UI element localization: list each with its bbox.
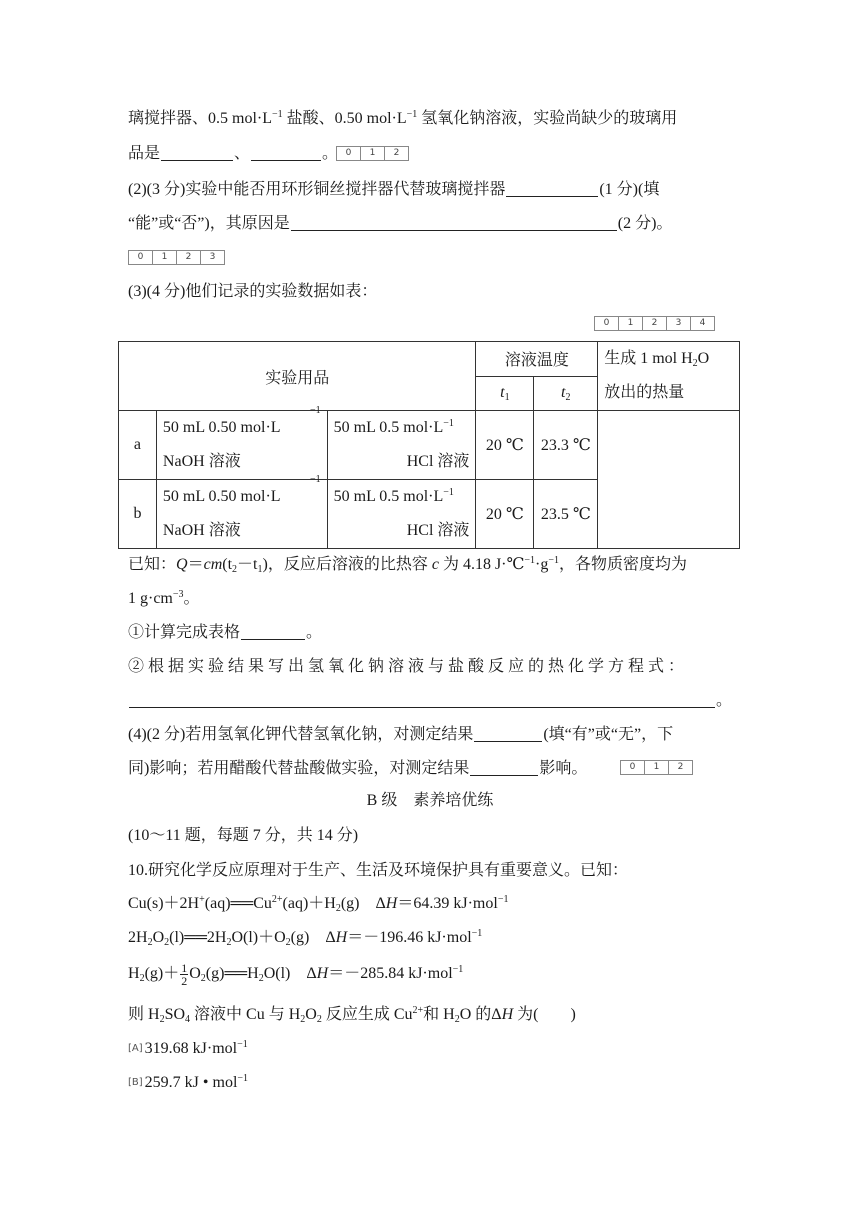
- text: ＝－285.84 kJ·mol: [328, 965, 453, 982]
- text: HCl 溶液: [406, 453, 470, 470]
- superscript: 2+: [412, 1005, 424, 1016]
- superscript: 2+: [271, 894, 283, 905]
- text: ·g: [535, 556, 549, 573]
- numerator: 1: [181, 960, 188, 975]
- superscript: −1: [452, 964, 464, 975]
- text: 影响。: [539, 760, 588, 777]
- superscript: −1: [443, 418, 454, 429]
- superscript: −1: [443, 487, 454, 498]
- header-t1: [476, 376, 534, 411]
- text: 50 mL 0.5 mol·L: [333, 488, 444, 505]
- heat-answer-cell[interactable]: [598, 411, 740, 549]
- text: 已知：: [128, 556, 177, 573]
- temp-t2: 23.5 ℃: [534, 480, 598, 549]
- text: Q: [176, 556, 188, 573]
- score-box-q3[interactable]: [594, 316, 715, 331]
- score-cell[interactable]: 2: [677, 762, 684, 772]
- text: 璃搅拌器、0.5 mol·L: [128, 110, 272, 127]
- superscript: −1: [237, 1039, 248, 1050]
- q4-line-1: [128, 725, 673, 745]
- q1-line-2: [128, 144, 338, 164]
- text: 品是: [128, 145, 161, 162]
- q1-line-1: [128, 109, 677, 129]
- text: (aq)＋H: [282, 895, 336, 912]
- subscript: 2: [200, 973, 206, 984]
- text: 为( ): [513, 1006, 576, 1023]
- temp-t2: 23.3 ℃: [534, 411, 598, 480]
- text: O 的Δ: [459, 1006, 502, 1023]
- answer-blank[interactable]: [161, 144, 233, 161]
- score-cell[interactable]: 0: [595, 317, 619, 330]
- score-cell[interactable]: 2: [393, 148, 400, 158]
- equation-3: [128, 961, 463, 987]
- text: 放出的热量: [604, 384, 685, 401]
- superscript: −1: [237, 1073, 249, 1084]
- header-materials: 实验用品: [119, 342, 476, 411]
- score-box-q4[interactable]: [620, 760, 693, 775]
- fraction-one-half: [180, 962, 188, 987]
- denominator: 2: [181, 973, 188, 988]
- table-header-row: [119, 342, 740, 377]
- text: H: [335, 929, 348, 946]
- subscript: 2: [692, 358, 698, 369]
- superscript: +: [199, 894, 205, 905]
- row-id: b: [119, 480, 157, 549]
- text: (2 分)。: [617, 215, 673, 232]
- score-cell[interactable]: 2: [177, 251, 201, 264]
- text: 为 4.18 J·℃: [438, 556, 525, 573]
- score-cell[interactable]: 1: [361, 147, 385, 160]
- subscript: 2: [139, 973, 145, 984]
- text: O: [152, 929, 165, 946]
- text: 溶液中 Cu 与 H: [190, 1006, 301, 1023]
- subquestion-2: [128, 657, 684, 677]
- subscript: 1: [504, 392, 510, 404]
- text: HCl 溶液: [406, 522, 470, 539]
- score-cell[interactable]: 4: [699, 318, 706, 328]
- text: 。: [716, 692, 733, 709]
- text: “能”或“否”)，其原因是: [128, 215, 290, 232]
- subscript: 2: [258, 973, 264, 984]
- text: 盐酸、0.50 mol·L: [282, 110, 407, 127]
- option-b-tag[interactable]: [B]: [128, 1077, 143, 1088]
- row-id: a: [119, 411, 157, 480]
- text: 同)影响；若用醋酸代替盐酸做实验，对测定结果: [128, 760, 470, 777]
- score-cell[interactable]: 3: [209, 252, 216, 262]
- text: O: [189, 965, 201, 982]
- header-t2: [534, 376, 598, 411]
- equation-2: [128, 928, 482, 948]
- text: 。: [306, 624, 323, 641]
- answer-blank[interactable]: [241, 623, 305, 640]
- subscript: 2: [285, 937, 291, 948]
- subquestion-2-blank-line: [128, 691, 732, 711]
- score-cell[interactable]: 0: [337, 147, 361, 160]
- answer-blank[interactable]: [291, 214, 617, 231]
- header-heat-released: [598, 342, 740, 411]
- text: H: [385, 895, 398, 912]
- text: 2H: [128, 929, 148, 946]
- subscript: 1: [257, 564, 263, 575]
- text: O: [305, 1006, 317, 1023]
- text: (1 分)(填: [599, 181, 660, 198]
- hcl-cell: [327, 411, 476, 480]
- temp-t1: 20 ℃: [476, 480, 534, 549]
- text: t: [500, 384, 505, 402]
- text: 和 H: [423, 1006, 455, 1023]
- q10-stem: 10.研究化学反应原理对于生产、生活及环境保护具有重要意义。已知：: [128, 862, 629, 879]
- subscript: 2: [335, 903, 341, 914]
- q3-intro: [128, 282, 377, 302]
- text: (4)(2 分)若用氢氧化钾代替氢氧化钠，对测定结果: [128, 726, 474, 743]
- text: (t: [222, 556, 233, 573]
- option-a[interactable]: [128, 1039, 248, 1059]
- text: ＝: [187, 556, 204, 573]
- score-box-q2[interactable]: [128, 250, 225, 265]
- density-line: [128, 589, 200, 609]
- section-b-title: B 级 素养培优练: [366, 792, 494, 809]
- naoh-cell: [156, 405, 327, 480]
- text: 259.7 kJ • mol: [144, 1074, 238, 1091]
- text: 50 mL 0.50 mol·L: [162, 419, 281, 436]
- text: NaOH 溶液: [162, 453, 241, 470]
- text: 1 g·cm: [128, 590, 173, 607]
- subscript: 2: [147, 937, 153, 948]
- score-cell[interactable]: 1: [153, 251, 177, 264]
- text: 反应生成 Cu: [321, 1006, 413, 1023]
- answer-blank[interactable]: [474, 725, 542, 742]
- text: O(l) Δ: [263, 965, 317, 982]
- text: 则 H: [128, 1006, 160, 1023]
- subscript: 2: [316, 1014, 322, 1025]
- section-b-note: (10～11 题，每题 7 分，共 14 分): [128, 827, 359, 844]
- q2-line-2: [128, 214, 672, 234]
- text: ＝－196.46 kJ·mol: [347, 929, 472, 946]
- text: 氢氧化钠溶液，实验尚缺少的玻璃用: [417, 110, 678, 127]
- text: ①计算完成表格: [128, 624, 241, 641]
- text: 319.68 kJ·mol: [144, 1040, 238, 1057]
- q10-question: [128, 1005, 576, 1025]
- text: (2)(3 分)实验中能否用环形铜丝搅拌器代替玻璃搅拌器: [128, 181, 506, 198]
- score-cell[interactable]: 1: [619, 317, 643, 330]
- superscript: −1: [524, 555, 536, 566]
- text: 、: [234, 145, 251, 162]
- temp-t1: 20 ℃: [476, 411, 534, 480]
- superscript: −1: [406, 109, 418, 120]
- text: (3)(4 分)他们记录的实验数据如表：: [128, 283, 378, 300]
- subscript: 2: [454, 1014, 460, 1025]
- text: 生成 1 mol H: [604, 350, 693, 367]
- subscript: 2: [164, 937, 170, 948]
- naoh-cell: [156, 474, 327, 549]
- subscript: 2: [565, 392, 571, 404]
- text: H: [128, 965, 140, 982]
- text: 50 mL 0.50 mol·L: [162, 488, 281, 505]
- answer-blank[interactable]: [470, 759, 538, 776]
- hcl-cell: [327, 480, 476, 549]
- score-cell[interactable]: 1: [645, 761, 669, 774]
- option-b[interactable]: [128, 1073, 248, 1093]
- superscript: −1: [548, 555, 560, 566]
- text: Cu(s)＋2H: [128, 895, 200, 912]
- text: O(l)＋O: [231, 929, 286, 946]
- equation-1: [128, 894, 508, 914]
- superscript: −1: [310, 474, 321, 485]
- text: (g) Δ: [340, 895, 386, 912]
- score-cell[interactable]: 0: [129, 251, 153, 264]
- text: H: [316, 965, 329, 982]
- subscript: 4: [185, 1014, 191, 1025]
- answer-blank[interactable]: [251, 144, 321, 161]
- table-row: [119, 411, 740, 480]
- answer-blank[interactable]: [506, 180, 598, 197]
- experiment-data-table: [118, 341, 740, 549]
- subscript: 2: [159, 1014, 165, 1025]
- text: (aq)══Cu: [204, 895, 272, 912]
- score-cell[interactable]: 2: [643, 317, 667, 330]
- option-a-tag[interactable]: [A]: [128, 1043, 143, 1054]
- text: )，反应后溶液的比热容: [262, 556, 432, 573]
- text: (g) Δ: [290, 929, 336, 946]
- superscript: −1: [471, 928, 483, 939]
- text: －t: [237, 556, 258, 573]
- text: 。: [322, 145, 339, 162]
- superscript: −1: [310, 405, 321, 416]
- text: (l)══2H: [169, 929, 227, 946]
- known-formula-line: [128, 555, 687, 575]
- score-cell[interactable]: 0: [621, 761, 645, 774]
- header-temperature: 溶液温度: [476, 342, 598, 377]
- text: c: [431, 556, 439, 573]
- subscript: 2: [232, 564, 238, 575]
- text: ＝64.39 kJ·mol: [397, 895, 498, 912]
- text: ，各物质密度均为: [559, 556, 688, 573]
- score-box-q1[interactable]: [336, 146, 409, 161]
- text: 。: [183, 590, 200, 607]
- superscript: −1: [497, 894, 509, 905]
- text: H: [501, 1006, 514, 1023]
- text: SO: [164, 1006, 186, 1023]
- text: 50 mL 0.5 mol·L: [333, 419, 444, 436]
- superscript: −3: [172, 589, 184, 600]
- answer-blank[interactable]: [129, 691, 715, 708]
- text: cm: [203, 556, 223, 573]
- text: (填“有”或“无”，下: [543, 726, 674, 743]
- superscript: −1: [272, 109, 283, 120]
- subquestion-1: [128, 623, 322, 643]
- text: (g)＋: [144, 965, 180, 982]
- score-cell[interactable]: 3: [667, 317, 691, 330]
- text: NaOH 溶液: [162, 522, 241, 539]
- subscript: 2: [300, 1014, 306, 1025]
- subscript: 2: [226, 937, 232, 948]
- text: t: [561, 384, 566, 402]
- text: ② 根 据 实 验 结 果 写 出 氢 氧 化 钠 溶 液 与 盐 酸 反 应 的 热 化 学 方 程 式 ：: [128, 658, 685, 675]
- text: O: [697, 350, 710, 367]
- q4-line-2: [128, 759, 587, 779]
- text: (g)══H: [205, 965, 259, 982]
- q2-line-1: [128, 180, 659, 200]
